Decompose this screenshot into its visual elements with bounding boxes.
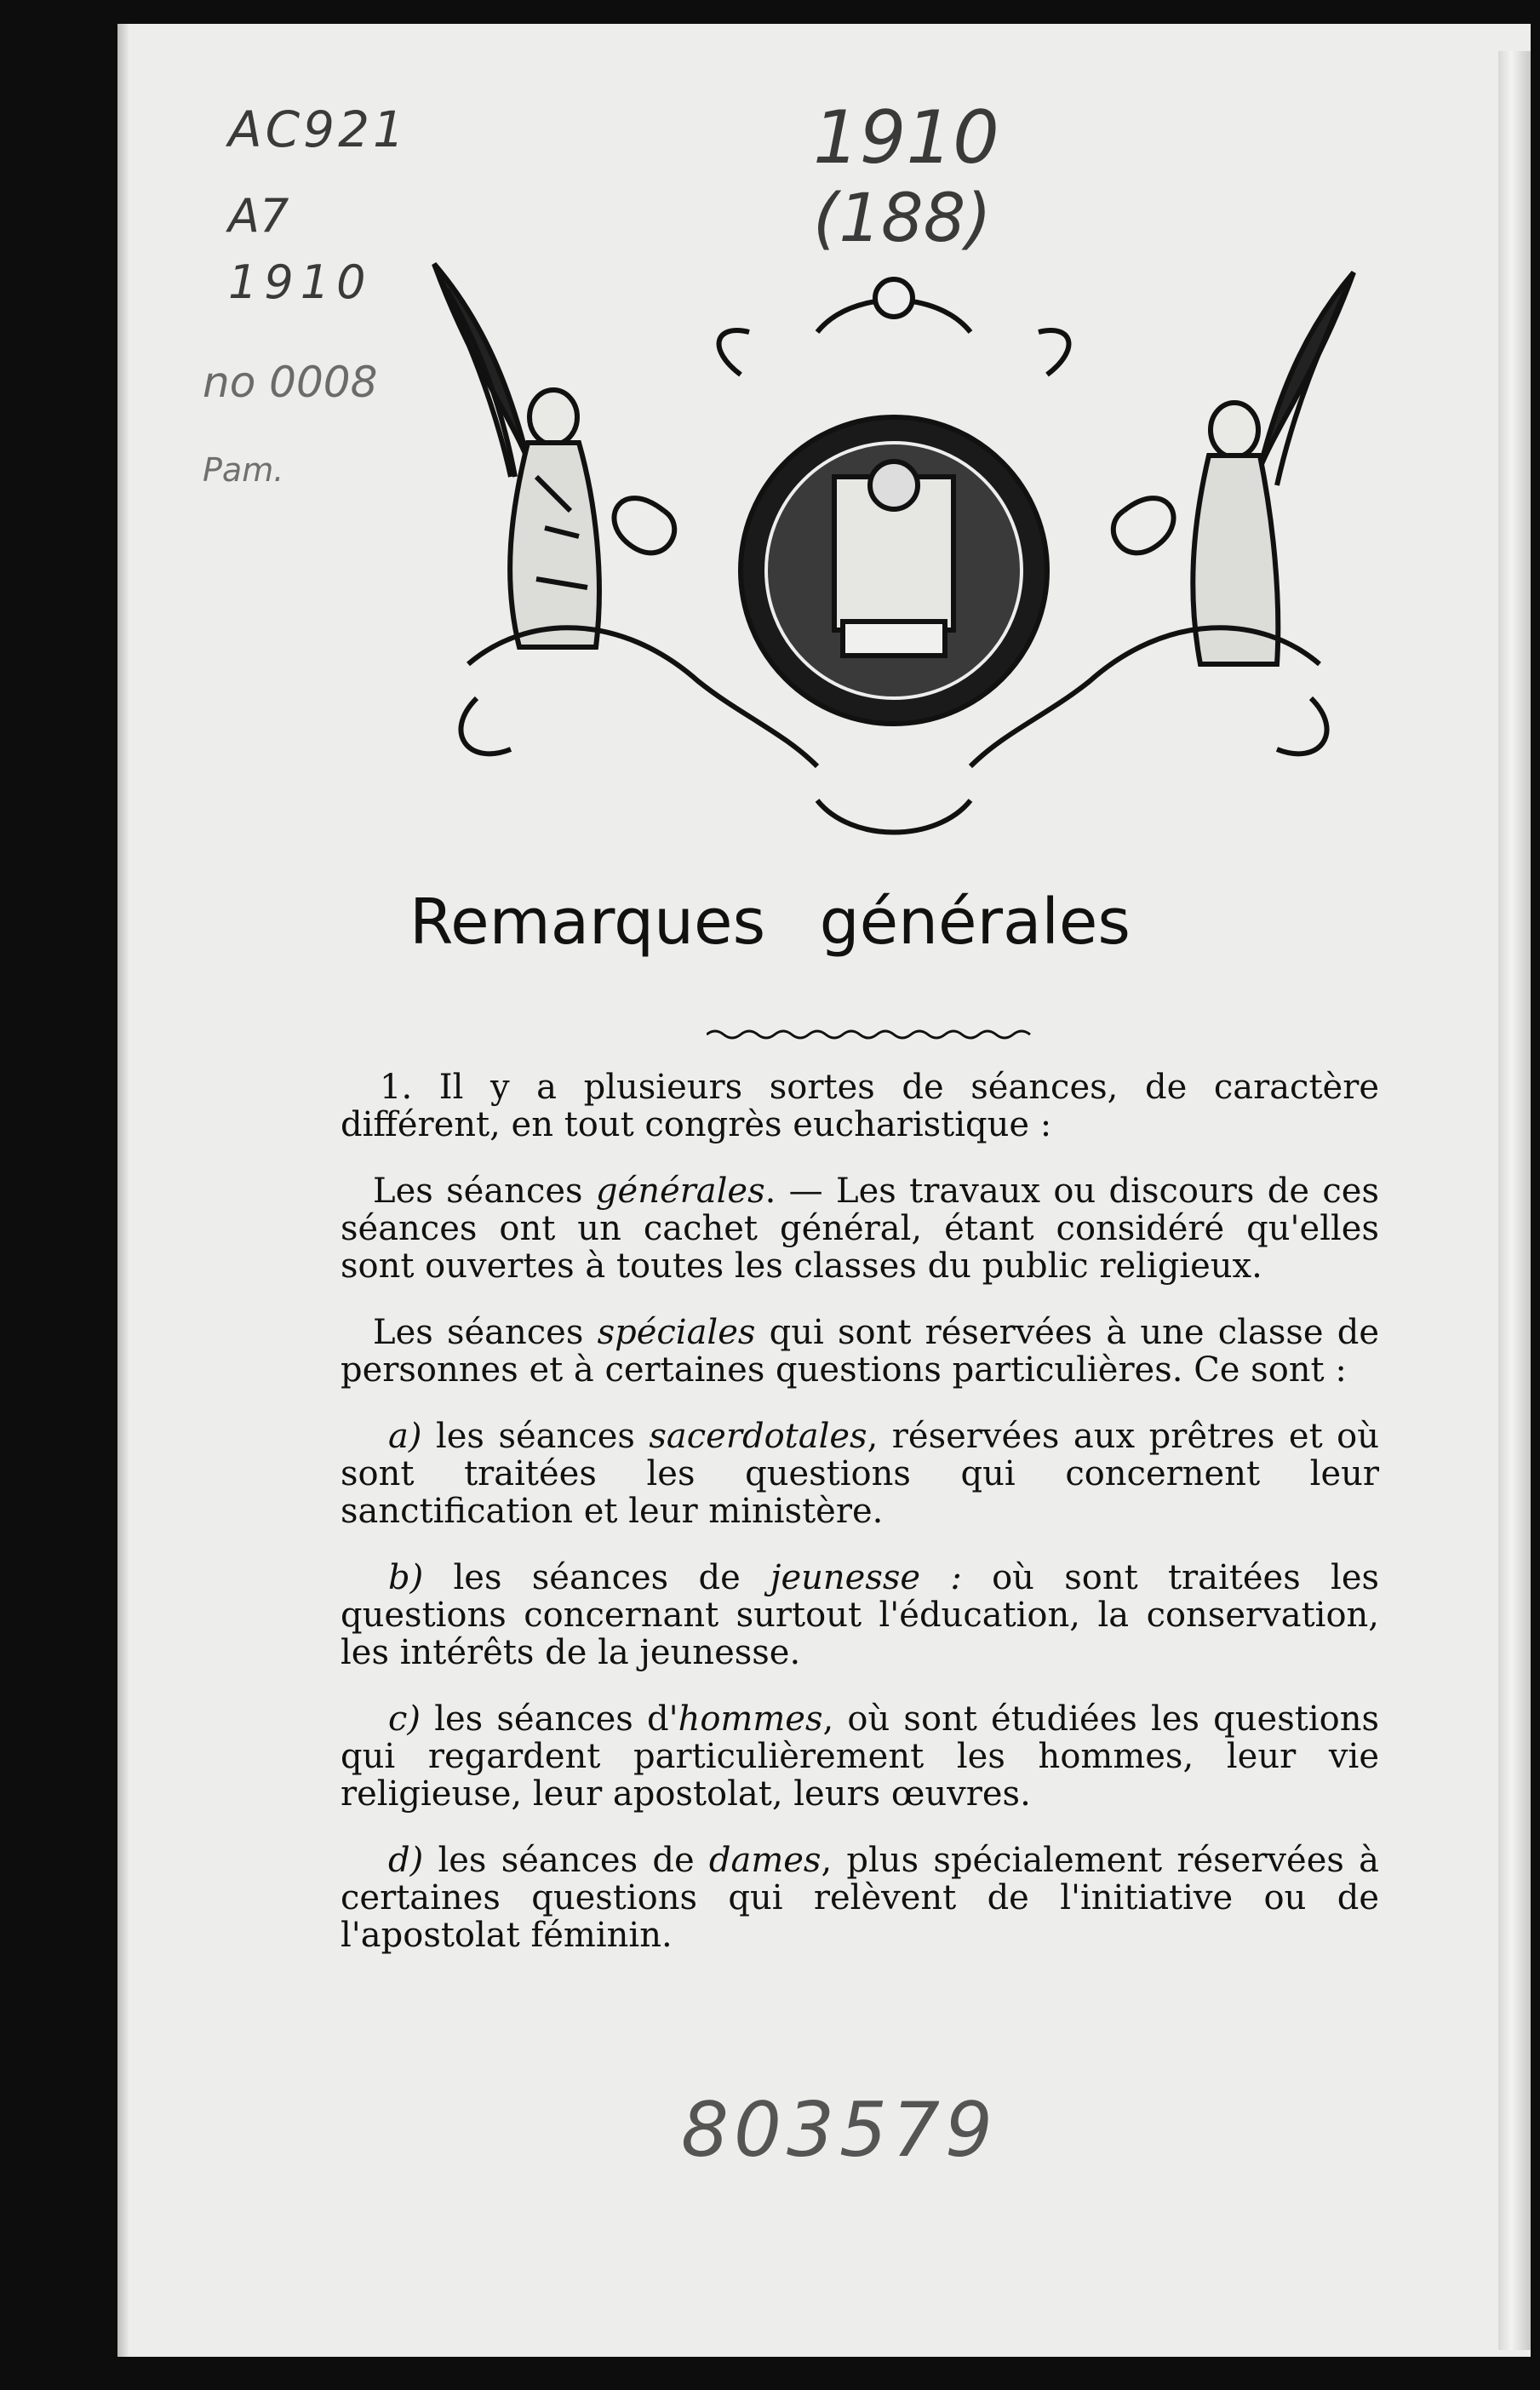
item-d-emphasis: dames xyxy=(708,1841,822,1880)
item-c-emphasis: hommes xyxy=(678,1699,823,1739)
eucharistic-engraving-illustration xyxy=(341,255,1447,851)
handwritten-call-number-line1: AC921 xyxy=(228,100,408,158)
item-a-intro: les séances xyxy=(421,1417,650,1456)
paragraph-1: 1. Il y a plusieurs sortes de séances, de caractère différent, en tout congrès eucharistique : xyxy=(341,1068,1379,1144)
list-item-a xyxy=(341,1418,1379,1530)
handwritten-call-number-line2: A7 xyxy=(228,189,289,243)
handwritten-number: (188) xyxy=(813,181,992,257)
page-right-fold xyxy=(1498,51,1531,2350)
item-d-label: d) xyxy=(388,1841,424,1880)
item-a-label: a) xyxy=(388,1417,422,1456)
handwritten-call-number-line5: Pam. xyxy=(203,451,284,489)
para2-intro: Les séances xyxy=(373,1172,596,1211)
item-a-rest: , réservées aux prêtres et où sont traitées les questions qui concernent leur sanctification et leur ministère. xyxy=(341,1417,1380,1531)
para3-emphasis: spéciales xyxy=(597,1313,756,1352)
item-b-label: b) xyxy=(388,1558,424,1597)
document-body xyxy=(341,1069,1379,1983)
handwritten-call-number-line4: no 0008 xyxy=(203,358,378,407)
item-c-rest: , où sont étudiées les questions qui regardent particulièrement les hommes, leur vie religieuse, leur apostolat, leurs œuvres. xyxy=(341,1699,1379,1814)
page-left-edge xyxy=(117,24,129,2357)
paragraph-seances-speciales xyxy=(341,1314,1379,1389)
para2-emphasis: générales xyxy=(595,1172,765,1211)
item-b-rest: où sont traitées les questions concernant surtout l'éducation, la conservation, les intérêts de la jeunesse. xyxy=(341,1558,1380,1672)
list-item-d xyxy=(341,1842,1379,1954)
handwritten-accession-number: 803579 xyxy=(681,2086,998,2174)
list-item-b xyxy=(341,1559,1379,1671)
item-a-emphasis: sacerdotales xyxy=(649,1417,867,1456)
list-item-c xyxy=(341,1700,1379,1813)
item-c-label: c) xyxy=(388,1699,421,1739)
para3-intro: Les séances xyxy=(373,1313,598,1352)
item-b-emphasis: jeunesse : xyxy=(770,1558,962,1597)
item-d-intro: les séances de xyxy=(423,1841,709,1880)
document-title: Remarques générales xyxy=(409,886,1131,959)
item-b-intro: les séances de xyxy=(423,1558,771,1597)
handwritten-year: 1910 xyxy=(813,95,999,181)
para3-rest: qui sont réservées à une classe de personnes et à certaines questions particulières. Ce sont : xyxy=(341,1313,1380,1390)
item-c-intro: les séances d' xyxy=(421,1699,678,1739)
paragraph-seances-generales xyxy=(341,1172,1379,1285)
title-wavy-rule xyxy=(707,1026,1039,1043)
item-d-rest: , plus spécialement réservées à certaines questions qui relèvent de l'initiative ou de l'apostolat féminin. xyxy=(341,1841,1379,1955)
para2-rest: . — Les travaux ou discours de ces séances ont un cachet général, étant considéré qu'elles sont ouvertes à toutes les classes du public religieux. xyxy=(341,1172,1379,1286)
handwritten-call-number-line3: 1910 xyxy=(228,255,373,309)
